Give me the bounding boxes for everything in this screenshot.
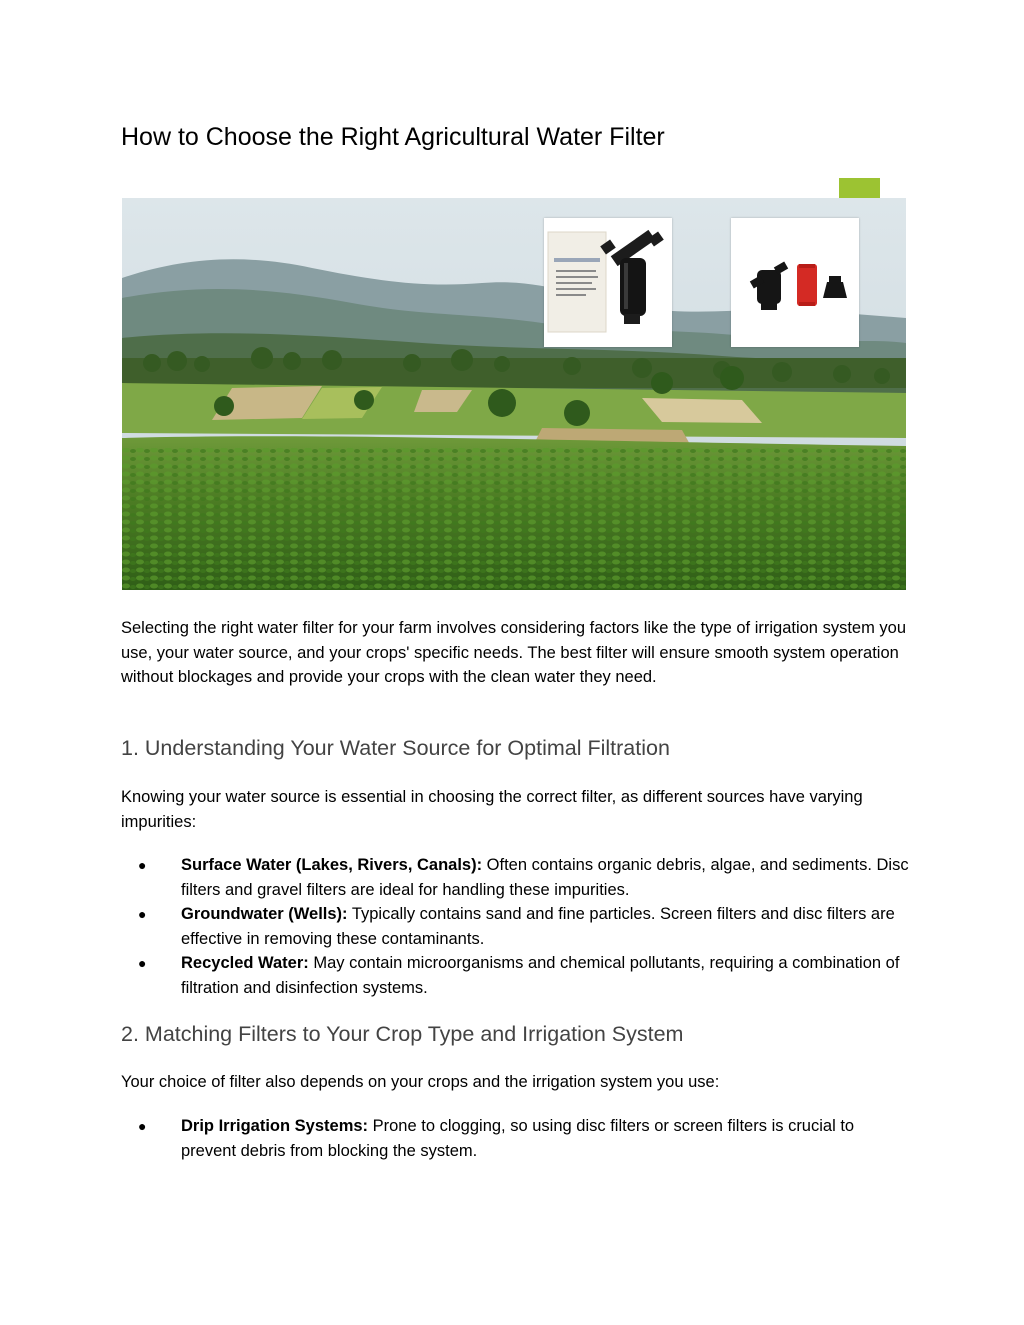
section2-paragraph: Your choice of filter also depends on your crops and the irrigation system you use: (121, 1073, 720, 1091)
section1-heading: 1. Understanding Your Water Source for Optimal Filtration (121, 736, 670, 760)
intro-paragraph: Selecting the right water filter for your farm involves considering factors like the type of irrigation system you use, your water source, and your crops' specific needs. The best filter will ensure smooth system operation without blockages and provide your crops with the clean water they need. (121, 619, 907, 686)
list-item-text: May contain microorganisms and chemical pollutants, requiring a combination of filtration and disinfection systems. (181, 954, 900, 997)
irrigation-system-list (121, 1114, 911, 1163)
hero-image (122, 198, 906, 590)
accent-tab (839, 178, 880, 199)
list-item (121, 853, 911, 902)
list-item-text: Typically contains sand and fine particles. Screen filters and disc filters are effective in removing these contaminants. (181, 905, 895, 948)
section1-paragraph: Knowing your water source is essential in choosing the correct filter, as different sources have varying impurities: (121, 788, 863, 831)
list-item (121, 1114, 911, 1163)
bullet-icon: ● (138, 906, 147, 922)
list-item-text: Prone to clogging, so using disc filters or screen filters is crucial to prevent debris from blocking the system. (181, 1117, 855, 1160)
list-item-label: Drip Irrigation Systems: (181, 1117, 369, 1135)
bullet-icon: ● (138, 857, 147, 873)
page-title: How to Choose the Right Agricultural Water Filter (121, 123, 665, 151)
bullet-icon: ● (138, 955, 147, 971)
list-item-label: Groundwater (Wells): (181, 905, 348, 923)
section2-heading: 2. Matching Filters to Your Crop Type and Irrigation System (121, 1022, 684, 1046)
list-item (121, 951, 911, 1000)
list-item-text: Often contains organic debris, algae, and sediments. Disc filters and gravel filters are ideal for handling these impurities. (181, 856, 909, 899)
list-item-label: Recycled Water: (181, 954, 309, 972)
water-source-list (121, 853, 911, 1000)
product-image-disc-filter (731, 218, 859, 347)
product-image-screen-filter (544, 218, 672, 347)
list-item-label: Surface Water (Lakes, Rivers, Canals): (181, 856, 483, 874)
list-item (121, 902, 911, 951)
bullet-icon: ● (138, 1118, 147, 1134)
